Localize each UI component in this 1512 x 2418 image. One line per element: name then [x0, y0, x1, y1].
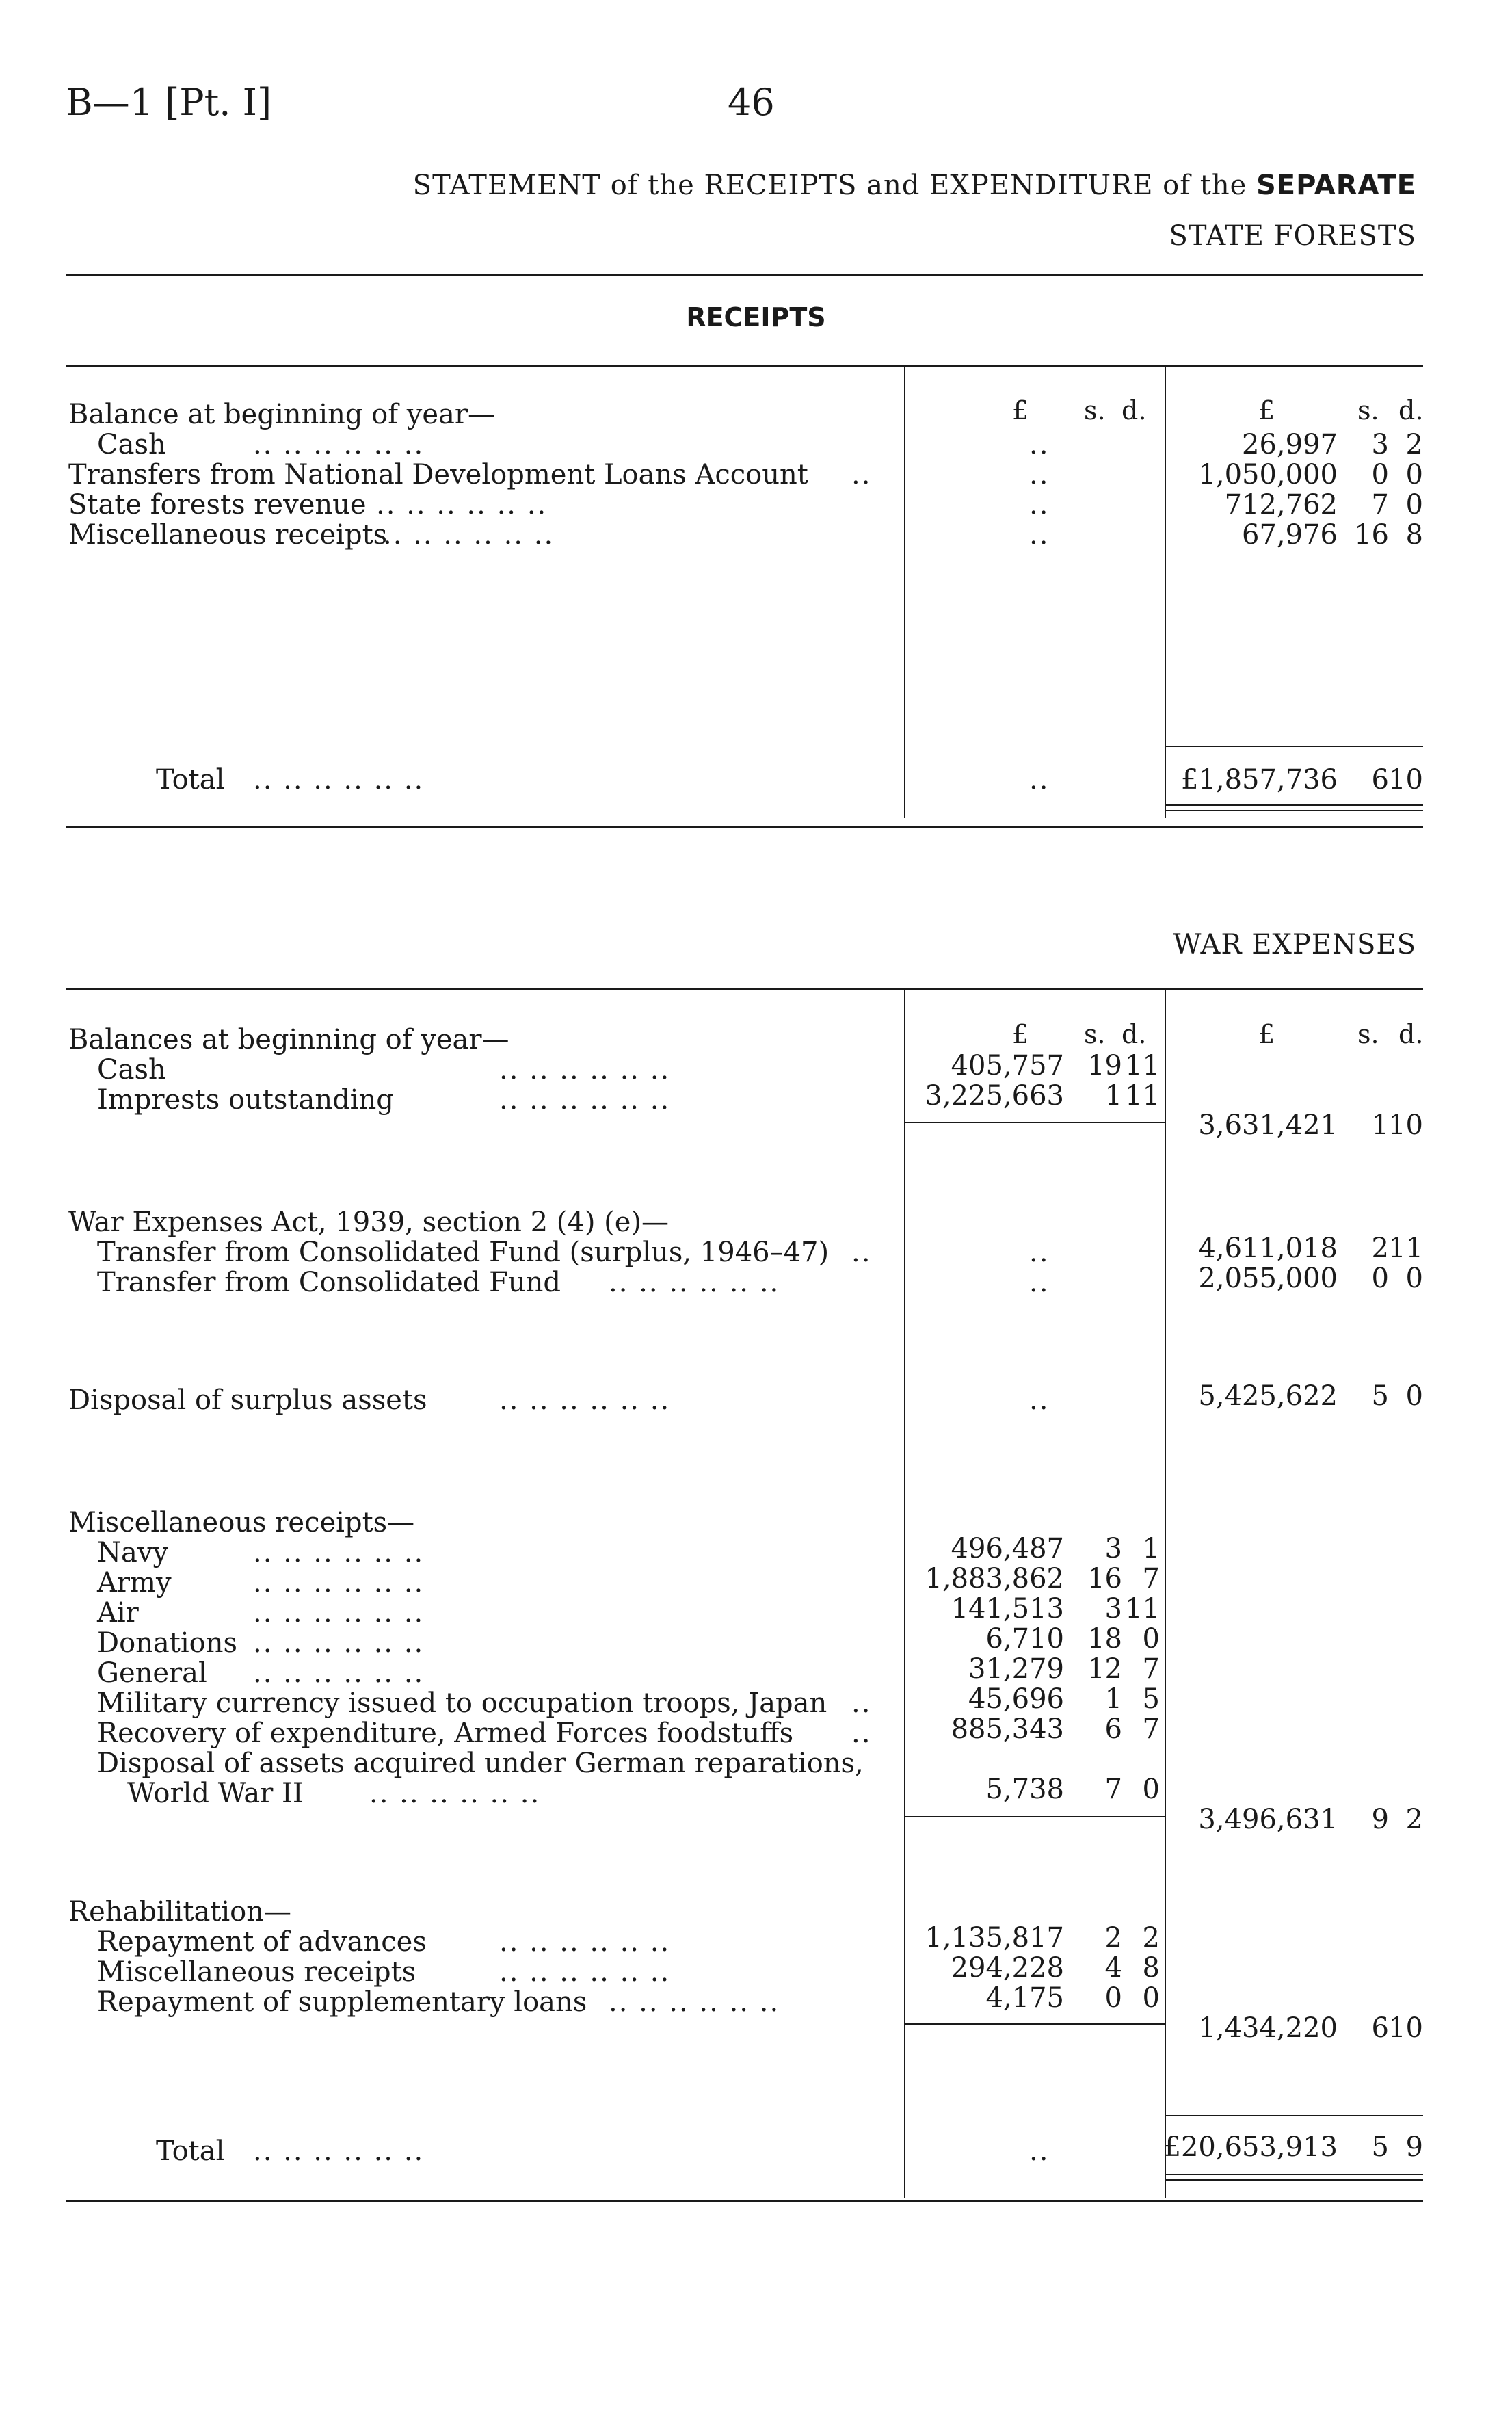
war-total-rule: [1165, 2115, 1423, 2116]
receipts-row-label: Transfers from National Development Loans Account: [68, 459, 808, 490]
war-misc-row-s: 16: [1087, 1563, 1122, 1594]
war-balances-sub-amount: 3,631,421: [1198, 1109, 1338, 1141]
leader-dots: .. .. .. .. .. ..: [253, 429, 425, 460]
receipts-row-label: Miscellaneous receipts: [68, 519, 388, 551]
war-act-row-label: Transfer from Consolidated Fund: [97, 1267, 561, 1298]
war-balances-row-d: 11: [1125, 1080, 1160, 1112]
receipts-mid-d: d.: [1122, 395, 1147, 425]
war-misc-row-d: 0: [1142, 1623, 1160, 1655]
leader-dots: .. .. .. .. .. ..: [253, 1567, 425, 1599]
war-misc-sub-amount: 3,496,631: [1198, 1804, 1338, 1835]
war-disposal-amount: 5,425,622: [1198, 1380, 1338, 1412]
war-misc-row-label: Disposal of assets acquired under German reparations,: [97, 1748, 864, 1779]
receipts-row-s: 0: [1371, 459, 1389, 490]
receipts-total-double-rule: [1165, 810, 1423, 811]
receipts-row-s: 3: [1371, 429, 1389, 460]
war-disposal-s: 5: [1371, 1380, 1389, 1412]
war-misc-row-label: Military currency issued to occupation troops, Japan: [97, 1687, 827, 1719]
leader-dots: .. .. .. .. .. ..: [253, 1537, 425, 1568]
war-rehab-row-amount: 4,175: [985, 1982, 1064, 2014]
war-rehab-row-s: 2: [1104, 1922, 1122, 1954]
war-rehab-row-d: 0: [1142, 1982, 1160, 2014]
war-misc-row-amount: 141,513: [951, 1593, 1064, 1625]
receipts-row-s: 7: [1371, 489, 1389, 521]
war-misc-row-amount: 885,343: [951, 1713, 1064, 1745]
receipts-col-divider-1: [904, 367, 905, 818]
war-misc-lead: Miscellaneous receipts—: [68, 1507, 415, 1538]
receipts-bottom-rule: [66, 826, 1423, 828]
leader-dots: ..: [851, 1237, 872, 1268]
war-misc-row-s: 1: [1104, 1683, 1122, 1715]
war-rehab-row-label: Repayment of advances: [97, 1926, 427, 1958]
war-misc-row-amount: 496,487: [951, 1533, 1064, 1564]
leader-dots: .. .. .. .. .. ..: [609, 1267, 780, 1298]
war-mid-s: s.: [1084, 1019, 1106, 1049]
war-rehab-sub-s: 6: [1371, 2012, 1389, 2044]
page-number: 46: [728, 81, 775, 124]
leader-dots: .. .. .. .. .. ..: [369, 1778, 541, 1809]
receipts-mid-s: s.: [1084, 395, 1106, 425]
leader-dots: ..: [851, 459, 872, 490]
war-rehab-lead: Rehabilitation—: [68, 1896, 292, 1928]
war-misc-row-amount: 1,883,862: [925, 1563, 1064, 1594]
war-total-double-rule: [1165, 2174, 1423, 2175]
receipts-total-s: 6: [1371, 764, 1389, 796]
war-misc-row-amount: 31,279: [968, 1653, 1064, 1685]
war-total-s: 5: [1371, 2131, 1389, 2163]
war-misc-row-d: 7: [1142, 1713, 1160, 1745]
war-misc-row-amount: 5,738: [985, 1774, 1064, 1805]
leader-dots: ..: [851, 1687, 872, 1719]
war-header-rule: [66, 988, 1423, 990]
war-misc-row-d: 5: [1142, 1683, 1160, 1715]
war-act-row-amount: 4,611,018: [1198, 1233, 1338, 1264]
war-act-row-d: 0: [1405, 1263, 1423, 1294]
war-misc-row-d: 1: [1142, 1533, 1160, 1564]
leader-dots: .. .. .. .. .. ..: [253, 764, 425, 796]
receipts-total-label: Total: [156, 764, 225, 796]
war-act-row-label: Transfer from Consolidated Fund (surplus, 1946–47): [97, 1237, 830, 1268]
receipts-row-d: 0: [1405, 459, 1423, 490]
war-misc-row-label: Donations: [97, 1627, 237, 1659]
war-act-lead: War Expenses Act, 1939, section 2 (4) (e)—: [68, 1207, 669, 1238]
leader-dots: ..: [1029, 489, 1050, 521]
war-disposal-d: 0: [1405, 1380, 1423, 1412]
receipts-right-d: d.: [1398, 395, 1424, 425]
receipts-row-amount: 26,997: [1242, 429, 1338, 460]
leader-dots: .. .. .. .. .. ..: [253, 1657, 425, 1689]
receipts-header-rule: [66, 365, 1423, 367]
receipts-row-amount: 67,976: [1242, 519, 1338, 551]
leader-dots: ..: [851, 1718, 872, 1749]
war-col-divider-1: [904, 990, 905, 2198]
war-misc-row-d: 11: [1125, 1593, 1160, 1625]
war-misc-row-d: 7: [1142, 1653, 1160, 1685]
war-rehab-row-amount: 294,228: [951, 1952, 1064, 1984]
receipts-right-s: s.: [1357, 395, 1379, 425]
leader-dots: ..: [1029, 1237, 1050, 1268]
war-rehab-row-s: 4: [1104, 1952, 1122, 1984]
war-right-pound: £: [1258, 1019, 1275, 1049]
leader-dots: .. .. .. .. .. ..: [499, 1926, 671, 1958]
war-balances-row-d: 11: [1125, 1050, 1160, 1081]
war-misc-row-label: Navy: [97, 1537, 169, 1568]
war-mid-d: d.: [1122, 1019, 1147, 1049]
war-bottom-rule: [66, 2200, 1423, 2202]
war-rehab-row-d: 2: [1142, 1922, 1160, 1954]
war-balances-row-s: 19: [1087, 1050, 1122, 1081]
war-misc-row-d: 0: [1142, 1774, 1160, 1805]
war-act-row-d: 11: [1388, 1233, 1423, 1264]
war-misc-row-d: 7: [1142, 1563, 1160, 1594]
war-total-d: 9: [1405, 2131, 1423, 2163]
war-rehab-row-s: 0: [1104, 1982, 1122, 2014]
war-act-row-s: 2: [1371, 1233, 1389, 1264]
war-act-row-amount: 2,055,000: [1198, 1263, 1338, 1294]
leader-dots: .. .. .. .. .. ..: [253, 2136, 425, 2167]
war-misc-row-s: 18: [1087, 1623, 1122, 1655]
war-balances-sub-d: 10: [1388, 1109, 1423, 1141]
leader-dots: ..: [1029, 1267, 1050, 1298]
receipts-total-amount: £1,857,736: [1180, 764, 1338, 796]
war-total-label: Total: [156, 2136, 225, 2167]
leader-dots: .. .. .. .. .. ..: [499, 1956, 671, 1988]
war-rehab-subtotal-rule: [904, 2023, 1165, 2025]
leader-dots: .. .. .. .. .. ..: [609, 1986, 780, 2018]
receipts-right-pound: £: [1258, 395, 1275, 425]
war-balances-row-amount: 3,225,663: [925, 1080, 1064, 1112]
leader-dots: .. .. .. .. .. ..: [383, 519, 555, 551]
war-misc-row-s: 7: [1104, 1774, 1122, 1805]
war-misc-sub-s: 9: [1371, 1804, 1389, 1835]
leader-dots: ..: [1029, 459, 1050, 490]
document-reference: B—1 [Pt. I]: [66, 81, 272, 124]
receipts-top-rule: [66, 274, 1423, 276]
receipts-col-divider-2: [1165, 367, 1166, 818]
war-mid-pound: £: [1012, 1019, 1029, 1049]
receipts-row-s: 16: [1354, 519, 1389, 551]
statement-title: STATEMENT of the RECEIPTS and EXPENDITURE of the SEPARATE: [412, 170, 1416, 201]
war-rehab-sub-d: 10: [1388, 2012, 1423, 2044]
war-misc-row-s: 6: [1104, 1713, 1122, 1745]
war-rehab-row-d: 8: [1142, 1952, 1160, 1984]
leader-dots: ..: [1029, 519, 1050, 551]
leader-dots: ..: [1029, 429, 1050, 460]
war-disposal-label: Disposal of surplus assets: [68, 1384, 427, 1416]
war-balances-row-label: Imprests outstanding: [97, 1084, 394, 1116]
receipts-row-amount: 1,050,000: [1198, 459, 1338, 490]
war-rehab-row-amount: 1,135,817: [925, 1922, 1064, 1954]
receipts-total-rule: [1165, 746, 1423, 747]
leader-dots: .. .. .. .. .. ..: [376, 489, 548, 521]
war-rehab-row-label: Repayment of supplementary loans: [97, 1986, 587, 2018]
war-right-s: s.: [1357, 1019, 1379, 1049]
war-act-row-s: 0: [1371, 1263, 1389, 1294]
war-balances-row-amount: 405,757: [951, 1050, 1064, 1081]
war-total-amount: £20,653,913: [1163, 2131, 1338, 2163]
war-expenses-heading: WAR EXPENSES: [1173, 929, 1416, 960]
war-rehab-sub-amount: 1,434,220: [1198, 2012, 1338, 2044]
war-balances-sub-s: 1: [1371, 1109, 1389, 1141]
war-misc-row-s: 3: [1104, 1533, 1122, 1564]
war-balances-row-label: Cash: [97, 1054, 166, 1086]
receipts-total-d: 10: [1388, 764, 1423, 796]
war-misc-subtotal-rule: [904, 1816, 1165, 1817]
war-balances-lead: Balances at beginning of year—: [68, 1024, 509, 1055]
war-col-divider-2: [1165, 990, 1166, 2198]
receipts-row-amount: 712,762: [1224, 489, 1338, 521]
war-misc-row-label: Army: [97, 1567, 172, 1599]
war-misc-row-s: 12: [1087, 1653, 1122, 1685]
receipts-row-d: 2: [1405, 429, 1423, 460]
receipts-mid-pound: £: [1012, 395, 1029, 425]
statement-subtitle: STATE FORESTS: [1169, 220, 1416, 252]
receipts-row-d: 8: [1405, 519, 1423, 551]
war-misc-row-amount: 45,696: [968, 1683, 1064, 1715]
leader-dots: .. .. .. .. .. ..: [253, 1627, 425, 1659]
war-misc-row-s: 3: [1104, 1593, 1122, 1625]
leader-dots: .. .. .. .. .. ..: [253, 1597, 425, 1629]
leader-dots: .. .. .. .. .. ..: [499, 1384, 671, 1416]
leader-dots: ..: [1029, 2136, 1050, 2167]
war-rehab-row-label: Miscellaneous receipts: [97, 1956, 416, 1988]
war-misc-sub-d: 2: [1405, 1804, 1423, 1835]
receipts-total-double-rule: [1165, 804, 1423, 806]
leader-dots: ..: [1029, 764, 1050, 796]
war-misc-row-label: Recovery of expenditure, Armed Forces foodstuffs: [97, 1718, 794, 1749]
receipts-row-d: 0: [1405, 489, 1423, 521]
war-total-double-rule: [1165, 2179, 1423, 2181]
war-right-d: d.: [1398, 1019, 1424, 1049]
leader-dots: .. .. .. .. .. ..: [499, 1084, 671, 1116]
leader-dots: .. .. .. .. .. ..: [499, 1054, 671, 1086]
leader-dots: ..: [1029, 1384, 1050, 1416]
war-misc-row-amount: 6,710: [985, 1623, 1064, 1655]
war-misc-row-label: Air: [97, 1597, 139, 1629]
receipts-heading: RECEIPTS: [686, 302, 826, 332]
receipts-row-label: State forests revenue: [68, 489, 367, 521]
war-balances-row-s: 1: [1104, 1080, 1122, 1112]
war-balances-subtotal-rule: [904, 1122, 1165, 1123]
war-misc-row-label: General: [97, 1657, 207, 1689]
war-misc-row-label-cont: World War II: [127, 1778, 304, 1809]
receipts-lead: Balance at beginning of year—: [68, 399, 495, 430]
receipts-row-label: Cash: [97, 429, 166, 460]
